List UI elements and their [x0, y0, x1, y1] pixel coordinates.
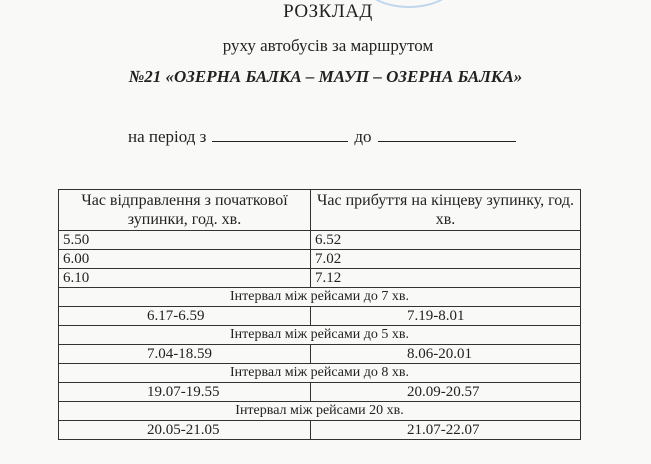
- departure-column-header: Час відправлення з початкової зупинки, год. хв.: [59, 190, 311, 231]
- departure-time-cell: 7.04-18.59: [59, 345, 311, 364]
- interval-note: Інтервал між рейсами до 7 хв.: [59, 288, 581, 307]
- period-start-blank: [212, 126, 348, 142]
- period-line: [128, 126, 516, 147]
- period-middle: до: [354, 127, 372, 146]
- period-end-blank: [378, 126, 516, 142]
- departure-time-cell: 6.00: [59, 250, 311, 269]
- table-row: [59, 231, 581, 250]
- interval-row: [59, 288, 581, 307]
- departure-time-cell: 6.17-6.59: [59, 307, 311, 326]
- period-prefix: на період з: [128, 127, 207, 146]
- table-row: [59, 250, 581, 269]
- interval-note: Інтервал між рейсами до 5 хв.: [59, 326, 581, 345]
- table-row: [59, 345, 581, 364]
- table-row: [59, 307, 581, 326]
- arrival-time-cell: 21.07-22.07: [311, 421, 581, 440]
- table-row: [59, 383, 581, 402]
- document-subtitle: руху автобусів за маршрутом: [222, 36, 434, 55]
- departure-time-cell: 19.07-19.55: [59, 383, 311, 402]
- interval-note: Інтервал між рейсами до 8 хв.: [59, 364, 581, 383]
- arrival-time-cell: 7.19-8.01: [311, 307, 581, 326]
- arrival-time-cell: 7.02: [311, 250, 581, 269]
- departure-time-cell: 20.05-21.05: [59, 421, 311, 440]
- route-name: №21 «ОЗЕРНА БАЛКА – МАУП – ОЗЕРНА БАЛКА»: [128, 67, 523, 86]
- arrival-time-cell: 20.09-20.57: [311, 383, 581, 402]
- table-row: [59, 421, 581, 440]
- interval-row: [59, 326, 581, 345]
- schedule-body: [59, 231, 581, 440]
- arrival-time-cell: 7.12: [311, 269, 581, 288]
- arrival-time-cell: 6.52: [311, 231, 581, 250]
- document-title: РОЗКЛАД: [283, 1, 373, 22]
- departure-time-cell: 5.50: [59, 231, 311, 250]
- schedule-table: [58, 189, 581, 440]
- interval-row: [59, 402, 581, 421]
- arrival-column-header: Час прибуття на кінцеву зупинку, год. хв.: [311, 190, 581, 231]
- interval-row: [59, 364, 581, 383]
- departure-time-cell: 6.10: [59, 269, 311, 288]
- arrival-time-cell: 8.06-20.01: [311, 345, 581, 364]
- table-header-row: [59, 190, 581, 231]
- table-row: [59, 269, 581, 288]
- interval-note: Інтервал між рейсами 20 хв.: [59, 402, 581, 421]
